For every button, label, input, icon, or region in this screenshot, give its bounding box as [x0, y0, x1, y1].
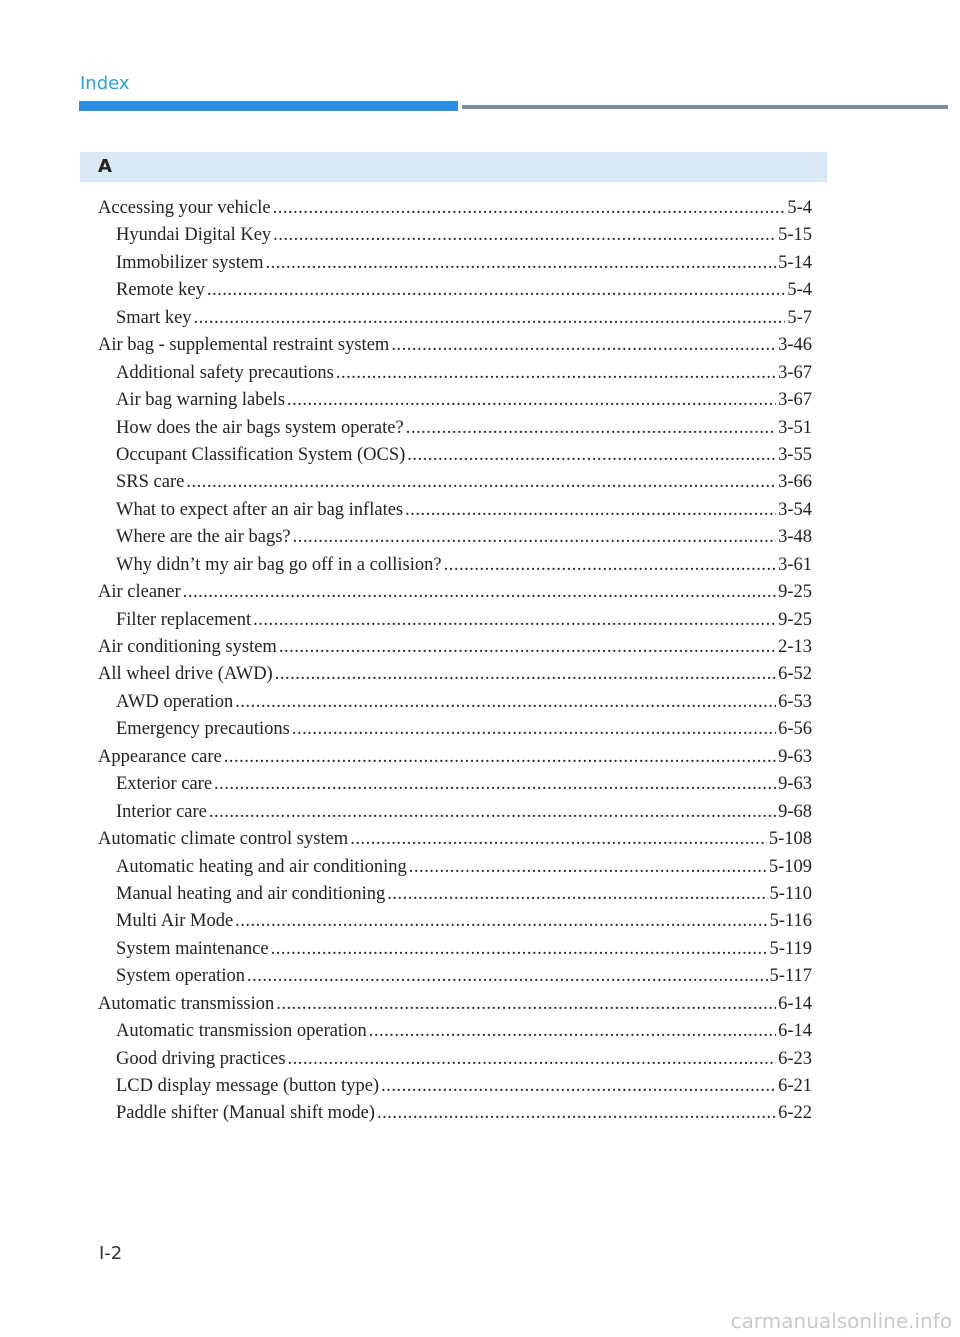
dot-leader [209, 799, 776, 826]
entry-label: Automatic transmission operation [116, 1021, 367, 1042]
index-subentry [98, 607, 812, 634]
entry-page-ref: 9-63 [778, 774, 812, 795]
dot-leader [336, 360, 776, 387]
entry-label: Occupant Classification System (OCS) [116, 444, 406, 465]
dot-leader [381, 1073, 776, 1100]
entry-page-ref: 6-23 [778, 1048, 812, 1069]
entry-page-ref: 9-63 [778, 746, 812, 767]
entry-label: Air conditioning system [98, 637, 277, 657]
index-entry [98, 634, 812, 661]
entry-page-ref: 6-14 [778, 993, 812, 1014]
index-subentry [98, 716, 812, 743]
index-subentry [98, 360, 812, 387]
index-subentry [98, 908, 812, 935]
header-title: Index [80, 73, 130, 94]
index-entry [98, 661, 812, 688]
entry-page-ref: 6-53 [778, 691, 812, 712]
index-subentry [98, 1073, 812, 1100]
entry-page-ref: 9-25 [778, 609, 812, 630]
entry-label: Emergency precautions [116, 719, 290, 740]
entry-page-ref: 3-46 [778, 335, 812, 356]
entry-page-ref: 3-51 [778, 417, 812, 438]
entry-label: Remote key [116, 280, 205, 301]
section-letter: A [98, 156, 112, 177]
entry-page-ref: 6-22 [778, 1103, 812, 1124]
index-subentry [98, 277, 812, 304]
entry-page-ref: 5-4 [787, 280, 812, 301]
entry-page-ref: 5-117 [769, 966, 812, 987]
index-entry [98, 826, 812, 853]
entry-label: What to expect after an air bag inflates [116, 499, 404, 520]
entry-page-ref: 5-14 [778, 252, 812, 273]
entry-label: System operation [116, 966, 245, 987]
entry-label: Good driving practices [116, 1048, 286, 1069]
entry-label: Air cleaner [98, 582, 181, 603]
entry-page-ref: 3-67 [778, 390, 812, 411]
dot-leader [391, 332, 776, 359]
entry-label: Appearance care [98, 746, 222, 767]
header-rule [462, 105, 948, 109]
index-subentry [98, 689, 812, 716]
index-subentry [98, 524, 812, 551]
dot-leader [186, 469, 776, 496]
entry-label: Smart key [116, 307, 192, 328]
dot-leader [247, 963, 768, 990]
entry-label: Paddle shifter (Manual shift mode) [116, 1103, 375, 1124]
index-subentry [98, 552, 812, 579]
entry-label: Manual heating and air conditioning [116, 883, 386, 904]
entry-page-ref: 5-15 [778, 225, 812, 246]
index-subentry [98, 881, 812, 908]
dot-leader [214, 771, 776, 798]
entry-label: SRS care [116, 472, 185, 493]
index-subentry [98, 387, 812, 414]
entry-page-ref: 5-109 [768, 856, 812, 877]
entry-page-ref: 5-116 [769, 911, 812, 932]
index-subentry [98, 469, 812, 496]
dot-leader [407, 442, 776, 469]
index-subentry [98, 854, 812, 881]
entry-label: LCD display message (button type) [116, 1076, 380, 1096]
dot-leader [253, 607, 776, 634]
dot-leader [369, 1018, 776, 1045]
entry-label: Air bag warning labels [116, 390, 286, 411]
entry-label: Automatic climate control system [98, 829, 349, 850]
dot-leader [377, 1100, 776, 1127]
dot-leader [265, 250, 776, 277]
entry-page-ref: 3-66 [778, 472, 812, 493]
dot-leader [350, 826, 767, 853]
index-subentry [98, 799, 812, 826]
index-subentry [98, 936, 812, 963]
dot-leader [444, 552, 777, 579]
dot-leader [276, 991, 776, 1018]
index-subentry [98, 442, 812, 469]
index-list [98, 195, 812, 1128]
entry-page-ref: 3-48 [778, 527, 812, 548]
entry-page-ref: 3-55 [778, 444, 812, 465]
entry-label: Air bag - supplemental restraint system [98, 335, 390, 356]
entry-label: Interior care [116, 801, 207, 822]
dot-leader [293, 524, 776, 551]
entry-label: Filter replacement [116, 609, 252, 630]
index-subentry [98, 222, 812, 249]
dot-leader [292, 716, 776, 743]
dot-leader [409, 854, 767, 881]
entry-page-ref: 3-61 [778, 554, 812, 575]
index-subentry [98, 963, 812, 990]
index-subentry [98, 250, 812, 277]
entry-page-ref: 6-52 [778, 664, 812, 685]
dot-leader [405, 497, 776, 524]
entry-label: Where are the air bags? [116, 527, 291, 548]
entry-label: Automatic heating and air conditioning [116, 856, 407, 877]
index-entry [98, 579, 812, 606]
dot-leader [271, 936, 768, 963]
dot-leader [235, 908, 767, 935]
index-subentry [98, 305, 812, 332]
index-entry [98, 332, 812, 359]
entry-label: Hyundai Digital Key [116, 225, 272, 246]
dot-leader [279, 634, 776, 661]
entry-label: System maintenance [116, 938, 269, 959]
index-subentry [98, 1100, 812, 1127]
entry-label: All wheel drive (AWD) [98, 664, 273, 685]
index-subentry [98, 1046, 812, 1073]
entry-page-ref: 9-68 [778, 801, 812, 822]
index-entry [98, 991, 812, 1018]
index-subentry [98, 497, 812, 524]
watermark: carmanualsonline.info [730, 1309, 952, 1333]
index-subentry [98, 415, 812, 442]
section-header [80, 152, 827, 182]
dot-leader [224, 744, 776, 771]
dot-leader [406, 415, 776, 442]
index-entry [98, 744, 812, 771]
entry-label: How does the air bags system operate? [116, 417, 404, 438]
entry-page-ref: 3-54 [778, 499, 812, 520]
entry-page-ref: 5-119 [769, 938, 812, 959]
entry-label: AWD operation [116, 691, 234, 712]
index-subentry [98, 1018, 812, 1045]
entry-page-ref: 6-14 [778, 1021, 812, 1042]
dot-leader [288, 1046, 777, 1073]
entry-label: Accessing your vehicle [98, 198, 271, 218]
dot-leader [387, 881, 767, 908]
entry-label: Multi Air Mode [116, 911, 234, 932]
page-number: I-2 [99, 1243, 123, 1264]
entry-page-ref: 6-21 [778, 1076, 812, 1096]
entry-page-ref: 5-110 [769, 883, 812, 904]
entry-page-ref: 9-25 [778, 582, 812, 603]
entry-page-ref: 6-56 [778, 719, 812, 740]
index-subentry [98, 771, 812, 798]
entry-label: Additional safety precautions [116, 362, 334, 383]
index-entry [98, 195, 812, 222]
dot-leader [207, 277, 785, 304]
dot-leader [235, 689, 776, 716]
dot-leader [287, 387, 776, 414]
entry-page-ref: 5-108 [768, 829, 812, 850]
entry-page-ref: 2-13 [778, 637, 812, 657]
dot-leader [275, 661, 776, 688]
entry-label: Automatic transmission [98, 993, 275, 1014]
entry-label: Exterior care [116, 774, 213, 795]
dot-leader [273, 222, 776, 249]
dot-leader [273, 195, 786, 222]
entry-page-ref: 5-4 [787, 198, 812, 218]
entry-page-ref: 5-7 [787, 307, 812, 328]
header-rule-accent [79, 101, 458, 111]
entry-label: Immobilizer system [116, 252, 264, 273]
dot-leader [194, 305, 786, 332]
dot-leader [183, 579, 776, 606]
entry-label: Why didn’t my air bag go off in a collision? [116, 554, 442, 575]
entry-page-ref: 3-67 [778, 362, 812, 383]
